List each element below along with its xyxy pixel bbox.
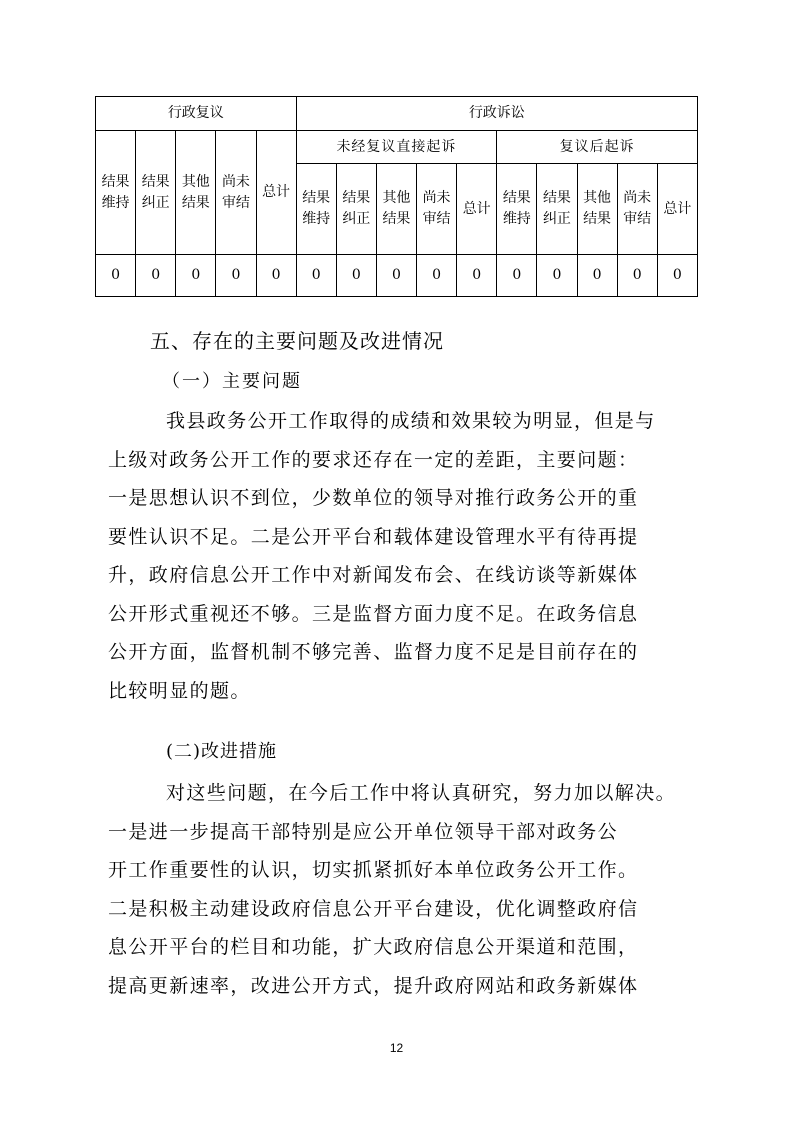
page-number: 12: [389, 1041, 404, 1055]
value-cell: 0: [336, 255, 376, 297]
value-cell: 0: [577, 255, 617, 297]
subsection-title-problems: （一）主要问题: [162, 371, 302, 392]
col-head-3: 其他结果: [176, 131, 216, 255]
paragraph-problems: [108, 402, 688, 710]
col-head-14: 尚未审结: [617, 164, 657, 255]
value-cell: 0: [417, 255, 457, 297]
col-head-12: 结果纠正: [537, 164, 577, 255]
paragraph-line: 提高更新速率，改进公开方式，提升政府网站和政务新媒体: [108, 974, 639, 997]
col-head-5: 总计: [256, 131, 296, 255]
paragraph-line: 开工作重要性的认识，切实抓紧抓好本单位政务公开工作。: [108, 859, 639, 881]
value-cell: 0: [256, 255, 296, 297]
paragraph-measures: [108, 774, 688, 1005]
paragraph-line: 公开方面，监督机制不够完善、监督力度不足是目前存在的: [108, 641, 639, 663]
value-cell: 0: [176, 255, 216, 297]
col-head-2: 结果纠正: [136, 131, 176, 255]
value-cell: 0: [136, 255, 176, 297]
paragraph-line: 我县政务公开工作取得的成绩和效果较为明显，但是与: [166, 410, 656, 432]
direct-suit-header: 未经复议直接起诉: [296, 131, 497, 164]
paragraph-line: 公开形式重视还不够。三是监督方面力度不足。在政务信息: [108, 602, 639, 625]
paragraph-line: 比较明显的题。: [108, 679, 251, 702]
col-head-13: 其他结果: [577, 164, 617, 255]
paragraph-line: 上级对政务公开工作的要求还存在一定的差距，主要问题：: [108, 448, 639, 471]
admin-litigation-header: 行政诉讼: [296, 97, 697, 131]
col-head-1: 结果维持: [96, 131, 136, 255]
col-head-7: 结果纠正: [336, 164, 376, 255]
paragraph-line: 二是积极主动建设政府信息公开平台建设，优化调整政府信: [108, 897, 639, 920]
value-cell: 0: [497, 255, 537, 297]
col-head-11: 结果维持: [497, 164, 537, 255]
value-cell: 0: [657, 255, 697, 297]
paragraph-line: 对这些问题，在今后工作中将认真研究，努力加以解决。: [166, 782, 677, 804]
value-cell: 0: [296, 255, 336, 297]
section-title: 五、存在的主要问题及改进情况: [150, 329, 444, 353]
col-head-6: 结果维持: [296, 164, 336, 255]
paragraph-line: 息公开平台的栏目和功能，扩大政府信息公开渠道和范围，: [108, 936, 639, 958]
value-cell: 0: [376, 255, 416, 297]
value-cell: 0: [96, 255, 136, 297]
statistics-table: [95, 96, 698, 297]
post-review-suit-header: 复议后起诉: [497, 131, 698, 164]
value-cell: 0: [537, 255, 577, 297]
col-head-4: 尚未审结: [216, 131, 256, 255]
paragraph-line: 升，政府信息公开工作中对新闻发布会、在线访谈等新媒体: [108, 564, 639, 586]
col-head-10: 总计: [457, 164, 497, 255]
col-head-15: 总计: [657, 164, 697, 255]
admin-review-header: 行政复议: [96, 97, 297, 131]
value-cell: 0: [216, 255, 256, 297]
value-cell: 0: [457, 255, 497, 297]
paragraph-line: 一是思想认识不到位，少数单位的领导对推行政务公开的重: [108, 487, 639, 509]
subsection-title-measures: (二)改进措施: [166, 741, 278, 762]
paragraph-line: 一是进一步提高干部特别是应公开单位领导干部对政务公: [108, 820, 619, 843]
value-cell: 0: [617, 255, 657, 297]
paragraph-line: 要性认识不足。二是公开平台和载体建设管理水平有待再提: [108, 525, 639, 548]
col-head-8: 其他结果: [376, 164, 416, 255]
col-head-9: 尚未审结: [417, 164, 457, 255]
